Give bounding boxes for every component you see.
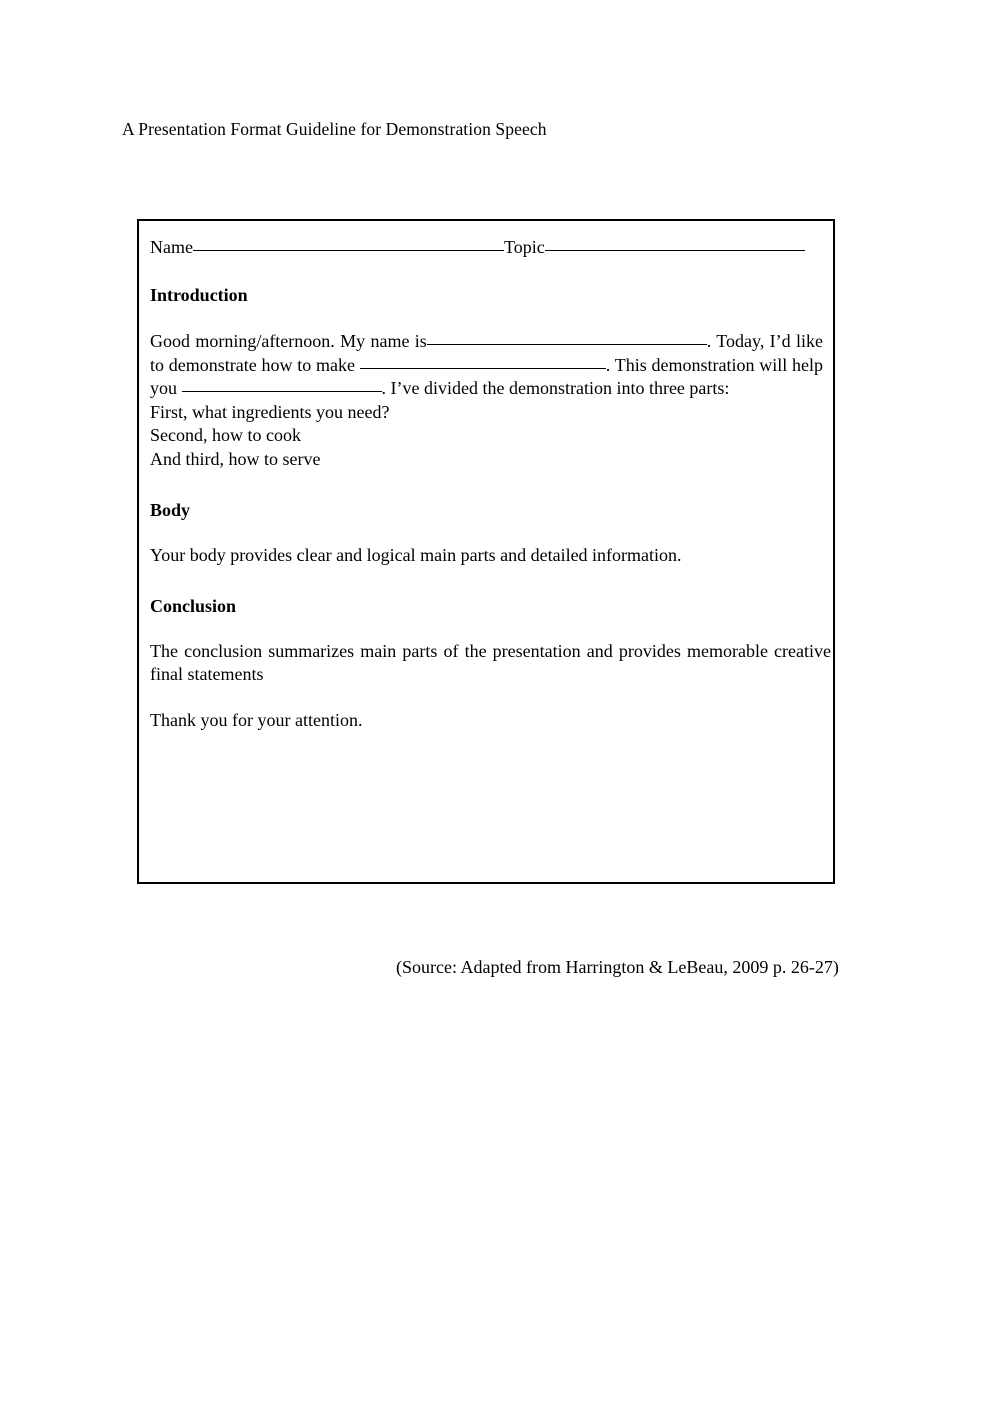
intro-blank-rule-2: [360, 358, 606, 369]
speech-format-box: [137, 219, 835, 884]
topic-blank-rule: [545, 240, 805, 251]
introduction-paragraph: [150, 330, 823, 401]
conclusion-paragraph: The conclusion summarizes main parts of the presentation and provides memorable creative final statements: [150, 640, 831, 684]
name-topic-row: [150, 234, 821, 260]
list-item: Second, how to cook: [150, 425, 301, 445]
intro-text-2: . Today, I’d like to demonstrate how to make: [150, 331, 823, 375]
speech-format-box-content: [139, 234, 833, 883]
source-credit: (Source: Adapted from Harrington & LeBeau, 2009 p. 26-27): [396, 957, 839, 977]
name-blank-rule: [193, 240, 504, 251]
heading-conclusion: Conclusion: [150, 595, 237, 616]
heading-body: Body: [150, 500, 191, 520]
intro-blank-rule-3: [182, 381, 382, 392]
closing-line: Thank you for your attention.: [150, 709, 363, 730]
page-title: A Presentation Format Guideline for Demonstration Speech: [122, 119, 547, 139]
intro-text-3: . This demonstration will help you: [150, 354, 823, 398]
name-label: Name: [150, 237, 193, 257]
body-paragraph: Your body provides clear and logical main parts and detailed information.: [150, 545, 682, 565]
introduction-parts-list: [150, 401, 821, 472]
heading-introduction: Introduction: [150, 285, 248, 305]
list-item: And third, how to serve: [150, 448, 321, 469]
intro-text-4: . I’ve divided the demonstration into three parts:: [381, 378, 730, 398]
intro-text-1: Good morning/afternoon. My name is: [150, 331, 427, 351]
intro-blank-rule-1: [427, 334, 707, 345]
list-item: First, what ingredients you need?: [150, 401, 390, 422]
topic-label: Topic: [503, 237, 545, 257]
